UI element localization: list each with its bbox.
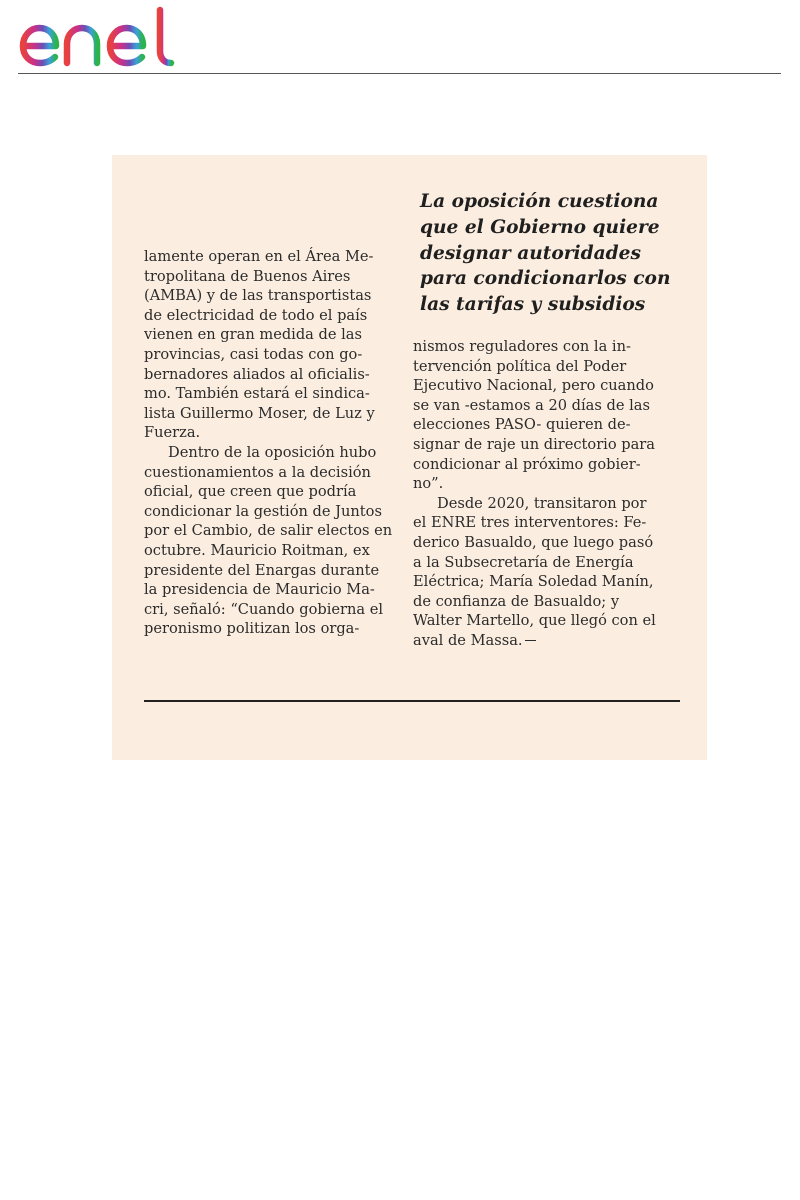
end-of-article-mark xyxy=(525,640,536,641)
clipping-bottom-rule xyxy=(144,700,680,702)
article-paragraph: lamente operan en el Área Me- tropolitana de Buenos Aires (AMBA) y de las transportistas de electricidad de todo el país vienen en gran medida de las provincias, casi todas con go- bernadores aliados al oficialis- mo. También estará el sindica- lista Guillermo Moser, de Luz y Fuerza. xyxy=(144,248,375,442)
article-headline: La oposición cuestiona que el Gobierno quiere designar autoridades para condicionarlos con las tarifas y subsidios xyxy=(420,191,671,316)
header-divider xyxy=(18,73,781,74)
article-column-left xyxy=(144,247,400,639)
newspaper-clipping xyxy=(112,155,707,760)
enel-logo xyxy=(18,6,183,68)
article-paragraph: nismos reguladores con la in- tervención política del Poder Ejecutivo Nacional, pero cuando se van -estamos a 20 días de las elecciones PASO- quieren de- signar de raje un directorio para condicionar al próximo gobier- no”. xyxy=(413,338,655,493)
article-paragraph-last xyxy=(413,494,678,651)
article-column-right xyxy=(413,337,678,651)
article-paragraph: Dentro de la oposición hubo cuestionamientos a la decisión oficial, que creen que podría condicionar la gestión de Juntos por el Cambio, de salir electos en octubre. Mauricio Roitman, ex presidente del Enargas durante la presidencia de Mauricio Ma- cri, señaló: “Cuando gobierna el peronismo politizan los orga- xyxy=(144,443,393,638)
article-paragraph-text: Desde 2020, transitaron por el ENRE tres interventores: Fe- derico Basualdo, que luego pasó a la Subsecretaría de Energía Eléctrica; María Soledad Manín, de confianza de Basualdo; y Walter Martello, que llegó con el aval de Massa. xyxy=(413,494,656,649)
